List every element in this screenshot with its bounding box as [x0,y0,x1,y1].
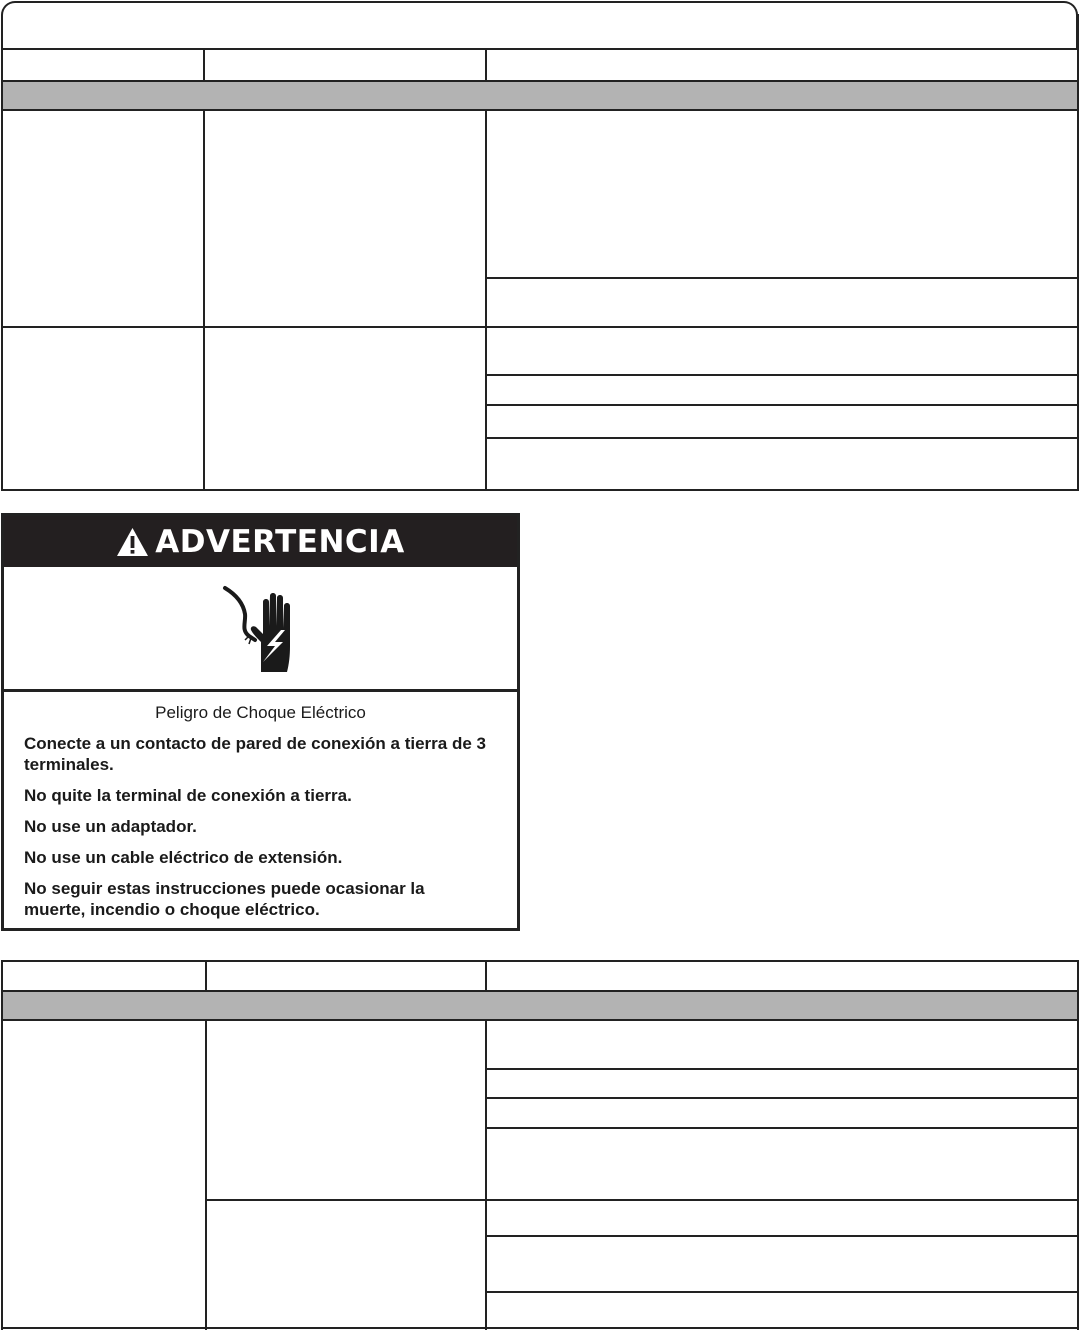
warning-line-ground-prong: No quite la terminal de conexión a tierra. [24,786,352,805]
table-rule [485,277,1079,279]
table-rule [1077,14,1079,491]
table-rule [485,110,487,491]
table-rule [485,1235,1079,1237]
table-rule [1,960,3,1330]
electric-shock-hand-icon [211,580,311,676]
warning-subheading: Peligro de Choque Eléctrico [155,703,366,722]
table-rule [485,960,487,991]
table-rule [203,48,205,81]
table-rule [1,48,1079,50]
table-rule [205,960,207,991]
table-rule [485,374,1079,376]
table-rule [1,489,1079,491]
table-rule [1,1019,1079,1021]
table-rule [205,1199,1079,1201]
table-section-band [1,81,1079,110]
warning-line-consequence: No seguir estas instrucciones puede ocasionar la muerte, incendio o choque eléctrico. [24,879,425,919]
warning-line-extension: No use un cable eléctrico de extensión. [24,848,343,867]
table-rule [485,1291,1079,1293]
table-rule [485,1068,1079,1070]
table-rule [205,1020,207,1330]
table-rule [1,109,1079,111]
table-rule [1,48,3,491]
table-rule [485,1097,1079,1099]
table-rule [1,80,1079,82]
table-rule [1,326,1079,328]
warning-line-adapter: No use un adaptador. [24,817,197,836]
warning-pictogram [4,567,517,692]
warning-box [1,513,520,931]
table-rule [485,48,487,81]
warning-line-ground-outlet: Conecte a un contacto de pared de conexión a tierra de 3 terminales. [24,734,486,774]
top-table-frame [1,1,1078,49]
warning-header [4,516,517,567]
table-rule [1,990,1079,992]
table-rule [485,437,1079,439]
warning-body [4,690,517,928]
table-rule [1,960,1079,962]
table-rule [485,1127,1079,1129]
table-rule [485,404,1079,406]
table-rule [1077,960,1079,1330]
table-rule [203,110,205,491]
table-rule [1,1327,1079,1329]
table-section-band [1,991,1079,1020]
warning-heading: ADVERTENCIA [155,523,405,560]
warning-triangle-icon [116,527,149,557]
table-rule [485,1020,487,1330]
